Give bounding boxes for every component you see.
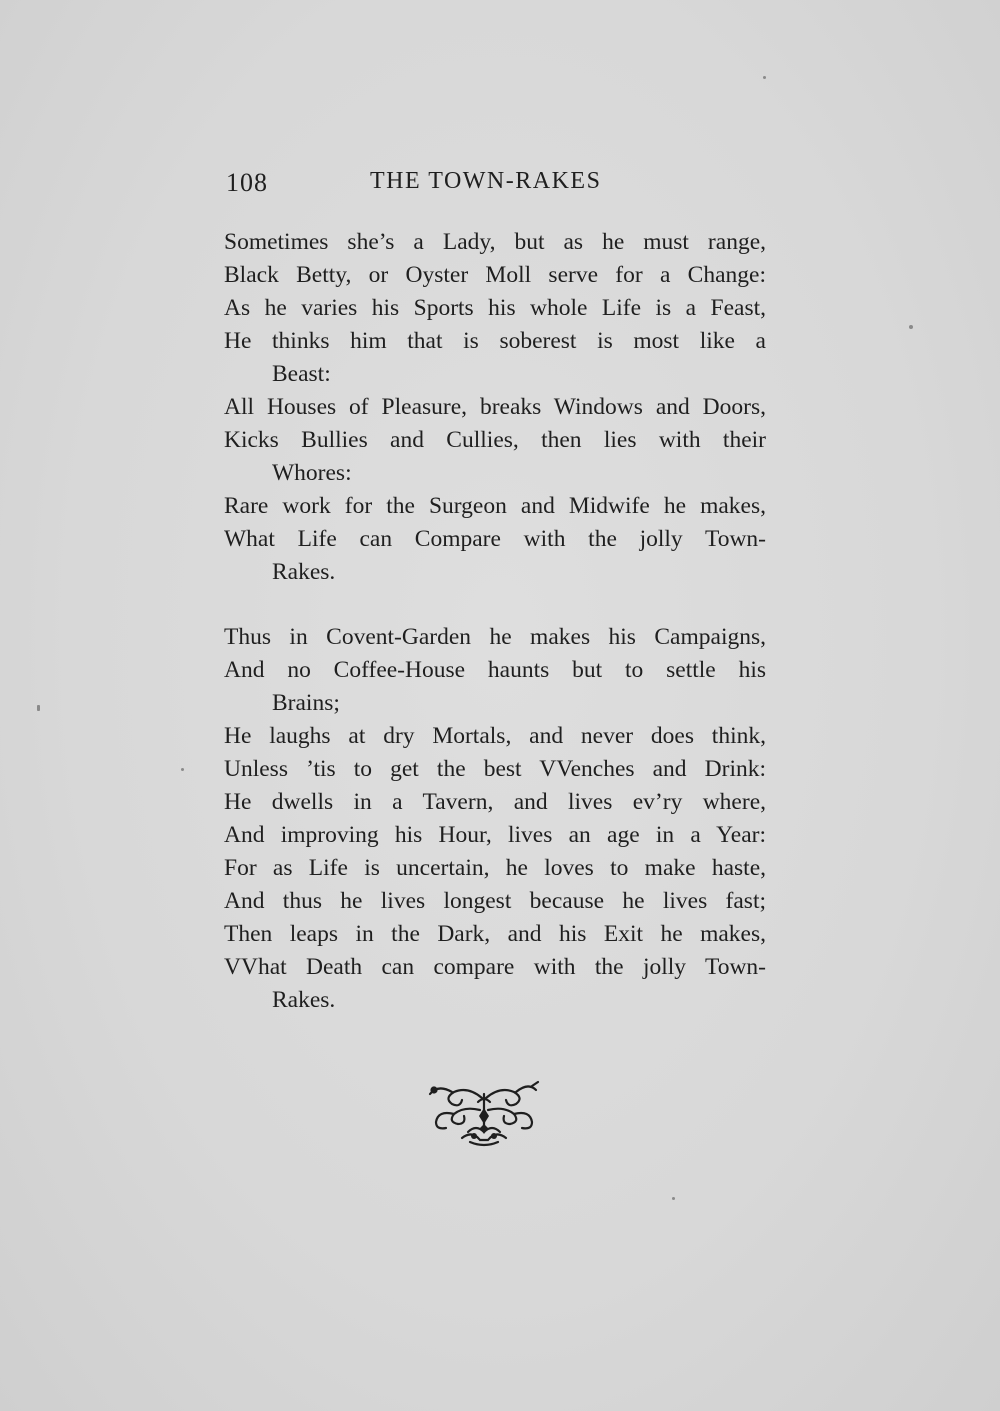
paper-speck: [763, 76, 766, 79]
poem-line: Then leaps in the Dark, and his Exit he makes,: [224, 921, 766, 947]
poem-line: He dwells in a Tavern, and lives ev’ry where,: [224, 789, 766, 815]
stanza: [224, 621, 766, 1017]
page-number: 108: [226, 168, 268, 197]
poem-line-continuation: Rakes.: [272, 559, 336, 585]
poem-line: Unless ’tis to get the best VVenches and Drink:: [224, 756, 766, 782]
running-title: THE TOWN-RAKES: [370, 168, 602, 194]
poem-line: He thinks him that is soberest is most like a: [224, 328, 766, 354]
stanza: [224, 226, 766, 589]
page-header: [226, 168, 766, 208]
poem-line: What Life can Compare with the jolly Town-: [224, 526, 766, 552]
poem-line: And no Coffee-House haunts but to settle his: [224, 657, 766, 683]
poem-line: Rare work for the Surgeon and Midwife he makes,: [224, 493, 766, 519]
poem-line: VVhat Death can compare with the jolly Town-: [224, 954, 766, 980]
paper-speck: [672, 1197, 675, 1200]
poem-line-continuation: Beast:: [272, 361, 331, 387]
poem-line: Black Betty, or Oyster Moll serve for a Change:: [224, 262, 766, 288]
floral-tailpiece-icon: [424, 1080, 544, 1150]
poem-line-continuation: Whores:: [272, 460, 352, 486]
paper-speck: [909, 325, 913, 329]
poem-line: Thus in Covent-Garden he makes his Campaigns,: [224, 624, 766, 650]
paper-speck: [181, 768, 184, 771]
poem-line-continuation: Rakes.: [272, 987, 336, 1013]
poem-line: And thus he lives longest because he lives fast;: [224, 888, 766, 914]
poem-line: All Houses of Pleasure, breaks Windows and Doors,: [224, 394, 766, 420]
poem-line: Sometimes she’s a Lady, but as he must range,: [224, 229, 766, 255]
poem-body: [224, 226, 766, 1017]
paper-speck: [37, 705, 40, 711]
poem-line: As he varies his Sports his whole Life is a Feast,: [224, 295, 766, 321]
poem-line-continuation: Brains;: [272, 690, 340, 716]
poem-line: Kicks Bullies and Cullies, then lies with their: [224, 427, 766, 453]
poem-line: He laughs at dry Mortals, and never does think,: [224, 723, 766, 749]
poem-line: For as Life is uncertain, he loves to make haste,: [224, 855, 766, 881]
poem-line: And improving his Hour, lives an age in a Year:: [224, 822, 766, 848]
